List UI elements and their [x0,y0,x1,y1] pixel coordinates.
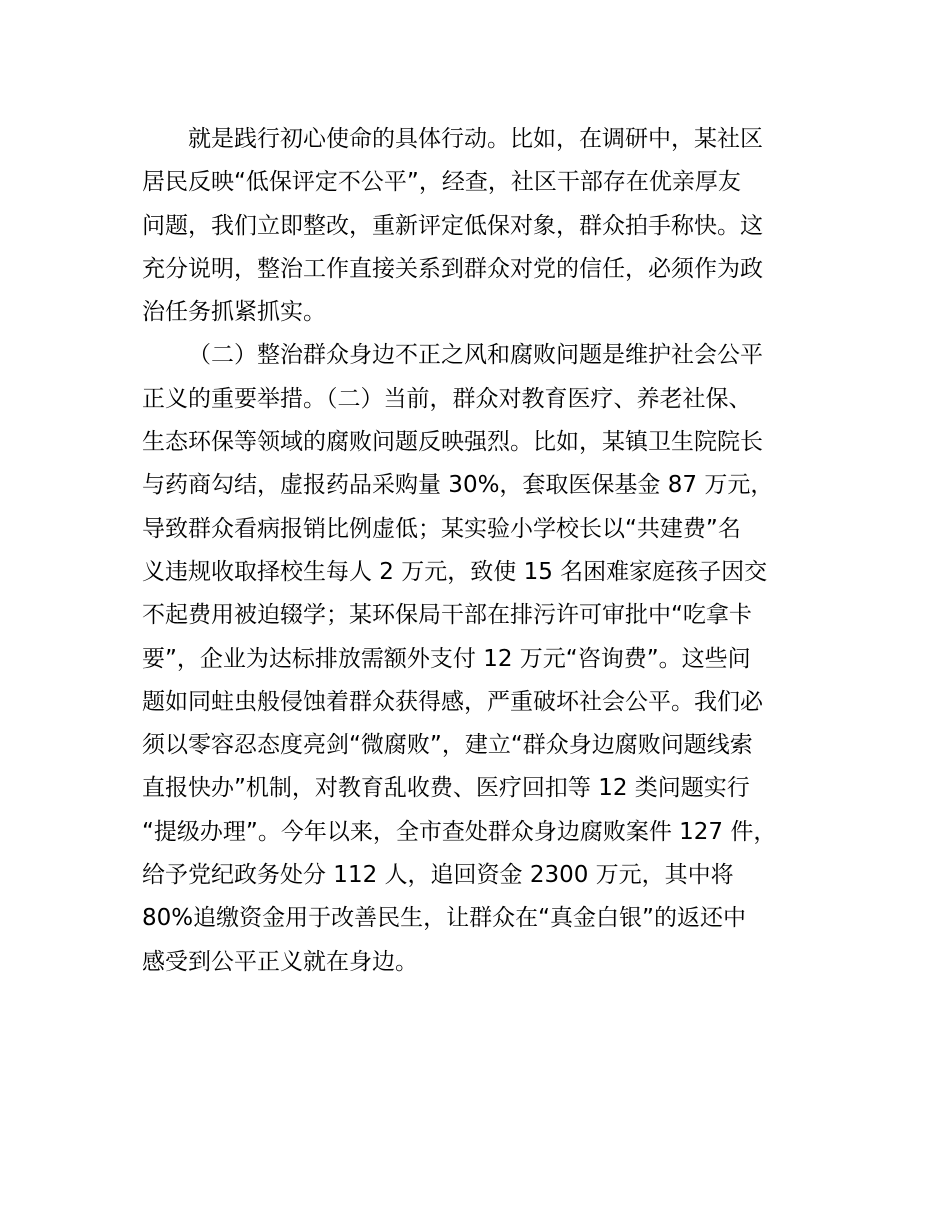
paragraph-line: 80%追缴资金用于改善民生，让群众在“真金白银”的返还中 [142,905,746,932]
paragraph-line: 生态环保等领域的腐败问题反映强烈。比如，某镇卫生院院长 [142,429,763,456]
paragraph-line: 就是践行初心使命的具体行动。比如，在调研中，某社区 [188,126,763,152]
paragraph-line: 直报快办”机制，对教育乱收费、医疗回扣等 12 类问题实行 [142,775,750,802]
paragraph-line: 题如同蛀虫般侵蚀着群众获得感，严重破坏社会公平。我们必 [142,688,763,715]
paragraph-line: 问题，我们立即整改，重新评定低保对象，群众拍手称快。这 [142,212,763,239]
paragraph-line: 须以零容忍态度亮剑“微腐败”，建立“群众身边腐败问题线索 [142,732,753,759]
paragraph-line: 要”，企业为达标排放需额外支付 12 万元“咨询费”。这些问 [142,645,751,672]
paragraph-line: 给予党纪政务处分 112 人，追回资金 2300 万元，其中将 [142,862,734,889]
paragraph-line: “提级办理”。今年以来，全市查处群众身边腐败案件 127 件， [142,818,777,845]
paragraph-line: 与药商勾结，虚报药品采购量 30%，套取医保基金 87 万元， [142,472,774,499]
paragraph-line: （二）整治群众身边不正之风和腐败问题是维护社会公平 [188,342,763,369]
paragraph-line: 治任务抓紧抓实。 [142,299,326,326]
paragraph-line: 导致群众看病报销比例虚低；某实验小学校长以“共建费”名 [142,515,741,542]
paragraph-line: 充分说明，整治工作直接关系到群众对党的信任，必须作为政 [142,255,763,282]
paragraph-1 [142,118,842,334]
paragraph-line: 义违规收取择校生每人 2 万元，致使 15 名困难家庭孩子因交 [142,558,768,585]
paragraph-line: 居民反映“低保评定不公平”，经查，社区干部存在优亲厚友 [142,169,741,196]
paragraph-2 [142,334,842,983]
document-body [142,118,842,984]
paragraph-line: 感受到公平正义就在身边。 [142,948,418,975]
paragraph-line: 正义的重要举措。（二）当前，群众对教育医疗、养老社保、 [142,385,752,412]
paragraph-line: 不起费用被迫辍学；某环保局干部在排污许可审批中“吃拿卡 [142,602,752,629]
